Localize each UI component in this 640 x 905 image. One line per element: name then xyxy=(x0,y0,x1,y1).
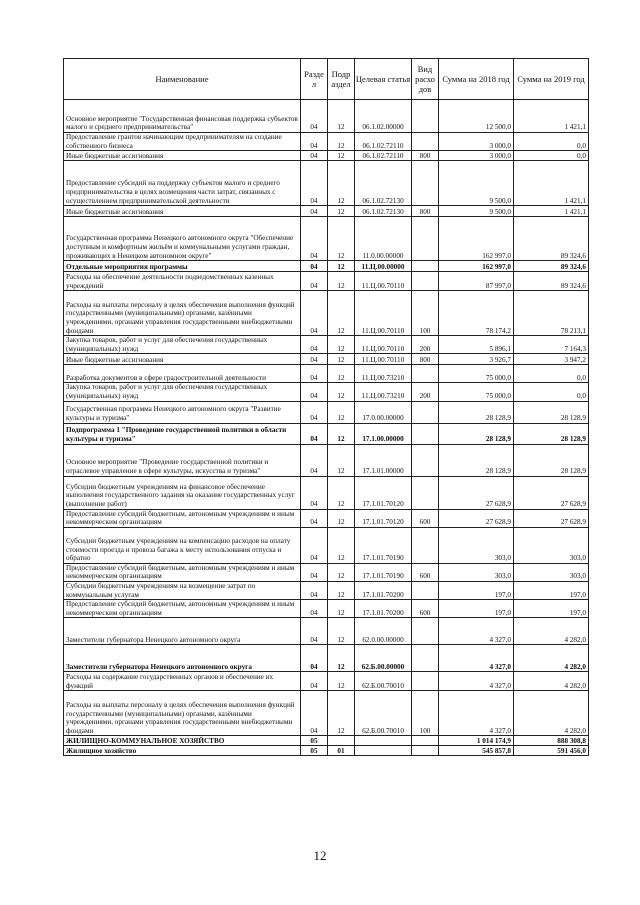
table-cell-target-article: 06.1.02.00000 xyxy=(355,100,412,133)
table-cell-name: Основное мероприятие "Проведение государственной политики и отраслевое управление в сфере культуры, искусства и туризма" xyxy=(64,444,301,476)
table-row xyxy=(64,354,589,365)
table-cell-section: 04 xyxy=(301,272,328,291)
table-cell-sum-2018: 1 014 174,9 xyxy=(439,736,514,746)
table-cell-section: 04 xyxy=(301,423,328,444)
table-cell-sum-2018: 303,0 xyxy=(439,563,514,581)
table-cell-subsection: 12 xyxy=(328,161,355,206)
table-cell-target-article: 17.1.01.70200 xyxy=(355,581,412,599)
table-cell-target-article: 11.0.00.00000 xyxy=(355,217,412,261)
table-cell-name: ЖИЛИЩНО-КОММУНАЛЬНОЕ ХОЗЯЙСТВО xyxy=(64,736,301,746)
table-cell-section: 04 xyxy=(301,161,328,206)
table-cell-section: 04 xyxy=(301,581,328,599)
table-cell-expense-type: 100 xyxy=(412,291,439,336)
header-subsection: Подр аздел xyxy=(328,59,355,100)
table-cell-target-article: 17.1.01.70120 xyxy=(355,476,412,509)
table-row xyxy=(64,336,589,354)
table-cell-sum-2019: 28 128,9 xyxy=(514,423,589,444)
table-cell-section: 04 xyxy=(301,336,328,354)
table-cell-sum-2018: 78 174,2 xyxy=(439,291,514,336)
table-cell-target-article: 06.1.02.72110 xyxy=(355,151,412,161)
table-row xyxy=(64,151,589,161)
table-cell-sum-2019: 303,0 xyxy=(514,563,589,581)
table-cell-target-article: 62.Б.00.70010 xyxy=(355,672,412,691)
table-cell-expense-type: 600 xyxy=(412,509,439,527)
table-cell-subsection: 12 xyxy=(328,383,355,401)
table-cell-subsection: 12 xyxy=(328,563,355,581)
table-cell-subsection: 12 xyxy=(328,261,355,272)
table-cell-section: 04 xyxy=(301,563,328,581)
table-row xyxy=(64,672,589,691)
table-cell-subsection: 12 xyxy=(328,206,355,217)
table-cell-section: 05 xyxy=(301,746,328,756)
table-cell-name: Подпрограмма 1 "Проведение государственной политики в области культуры и туризма" xyxy=(64,423,301,444)
table-cell-expense-type: 800 xyxy=(412,151,439,161)
table-cell-sum-2019: 0,0 xyxy=(514,151,589,161)
table-cell-subsection: 12 xyxy=(328,581,355,599)
table-cell-section: 04 xyxy=(301,133,328,151)
table-cell-target-article: 17.1.01.70120 xyxy=(355,509,412,527)
table-cell-sum-2018: 12 500,0 xyxy=(439,100,514,133)
table-cell-expense-type xyxy=(412,261,439,272)
table-header-row xyxy=(64,59,589,100)
table-cell-section: 05 xyxy=(301,736,328,746)
table-cell-sum-2018: 27 628,9 xyxy=(439,509,514,527)
table-cell-sum-2019: 0,0 xyxy=(514,133,589,151)
table-cell-subsection: 12 xyxy=(328,354,355,365)
table-cell-name: Предоставление субсидий бюджетным, автономным учреждениям и иным некоммерческим организациям xyxy=(64,600,301,618)
table-cell-sum-2018: 4 327,0 xyxy=(439,672,514,691)
table-row xyxy=(64,527,589,563)
table-cell-target-article: 17.1.01.70200 xyxy=(355,600,412,618)
table-cell-section: 04 xyxy=(301,444,328,476)
table-cell-expense-type: 200 xyxy=(412,383,439,401)
table-cell-subsection: 12 xyxy=(328,133,355,151)
table-cell-section: 04 xyxy=(301,365,328,383)
table-cell-sum-2018: 545 857,8 xyxy=(439,746,514,756)
table-cell-subsection: 12 xyxy=(328,444,355,476)
table-cell-sum-2018: 28 128,9 xyxy=(439,423,514,444)
table-cell-name: Иные бюджетные ассигнования xyxy=(64,151,301,161)
header-target-article: Целевая статья xyxy=(355,59,412,100)
table-cell-subsection xyxy=(328,736,355,746)
table-cell-expense-type xyxy=(412,133,439,151)
table-cell-subsection: 12 xyxy=(328,691,355,736)
table-cell-sum-2018: 162 997,0 xyxy=(439,217,514,261)
table-cell-expense-type xyxy=(412,217,439,261)
table-cell-section: 04 xyxy=(301,691,328,736)
table-cell-sum-2018: 197,0 xyxy=(439,581,514,599)
header-section: Разде л xyxy=(301,59,328,100)
table-cell-sum-2019: 89 324,6 xyxy=(514,272,589,291)
table-cell-target-article: 17.1.01.70190 xyxy=(355,527,412,563)
table-cell-expense-type xyxy=(412,272,439,291)
table-cell-target-article: 11.Ц.00.70110 xyxy=(355,291,412,336)
table-cell-target-article: 62.0.00.00000 xyxy=(355,618,412,645)
table-row xyxy=(64,645,589,672)
table-cell-section: 04 xyxy=(301,527,328,563)
page-number: 12 xyxy=(313,848,327,863)
table-cell-name: Разработка документов в сфере градостроительной деятельности xyxy=(64,365,301,383)
table-row xyxy=(64,600,589,618)
table-cell-expense-type xyxy=(412,746,439,756)
table-cell-name: Жилищное хозяйство xyxy=(64,746,301,756)
table-cell-subsection: 12 xyxy=(328,401,355,423)
table-cell-subsection: 12 xyxy=(328,365,355,383)
table-row xyxy=(64,444,589,476)
table-cell-target-article: 06.1.02.72110 xyxy=(355,133,412,151)
table-cell-expense-type xyxy=(412,476,439,509)
table-cell-sum-2018: 75 000,0 xyxy=(439,365,514,383)
table-cell-section: 04 xyxy=(301,645,328,672)
table-cell-target-article: 11.Ц.00.73210 xyxy=(355,365,412,383)
table-cell-subsection: 12 xyxy=(328,217,355,261)
table-row xyxy=(64,133,589,151)
table-cell-subsection: 12 xyxy=(328,509,355,527)
table-cell-expense-type: 200 xyxy=(412,336,439,354)
table-cell-name: Субсидии бюджетным учреждениям на компенсацию расходов на оплату стоимости проезда и провоза багажа к месту использования отпуска и обратно xyxy=(64,527,301,563)
table-cell-section: 04 xyxy=(301,509,328,527)
table-cell-name: Иные бюджетные ассигнования xyxy=(64,206,301,217)
table-row xyxy=(64,272,589,291)
table-cell-sum-2018: 4 327,0 xyxy=(439,645,514,672)
table-cell-target-article: 11.Ц.00.73210 xyxy=(355,383,412,401)
table-cell-sum-2019: 1 421,1 xyxy=(514,206,589,217)
table-row xyxy=(64,217,589,261)
table-cell-target-article xyxy=(355,736,412,746)
table-body xyxy=(64,100,589,756)
table-cell-expense-type: 800 xyxy=(412,354,439,365)
table-cell-target-article: 11.Ц.00.00000 xyxy=(355,261,412,272)
table-cell-expense-type xyxy=(412,581,439,599)
table-cell-sum-2018: 28 128,9 xyxy=(439,444,514,476)
table-cell-name: Закупка товаров, работ и услуг для обеспечения государственных (муниципальных) нужд xyxy=(64,336,301,354)
table-cell-target-article: 17.1.00.00000 xyxy=(355,423,412,444)
table-cell-name: Предоставление субсидий бюджетным, автономным учреждениям и иным некоммерческим организациям xyxy=(64,509,301,527)
table-row xyxy=(64,691,589,736)
table-cell-sum-2018: 27 628,9 xyxy=(439,476,514,509)
table-cell-sum-2019: 591 456,0 xyxy=(514,746,589,756)
header-expense-type: Вид расхо дов xyxy=(412,59,439,100)
table-cell-sum-2018: 9 500,0 xyxy=(439,161,514,206)
table-cell-sum-2018: 162 997,0 xyxy=(439,261,514,272)
table-cell-subsection: 12 xyxy=(328,100,355,133)
table-cell-sum-2019: 7 164,3 xyxy=(514,336,589,354)
table-cell-section: 04 xyxy=(301,383,328,401)
table-cell-section: 04 xyxy=(301,600,328,618)
table-cell-name: Субсидии бюджетным учреждениям на финансовое обеспечение выполнения государственного задания на оказание государственных услуг (выполнение работ) xyxy=(64,476,301,509)
table-cell-expense-type: 100 xyxy=(412,691,439,736)
table-cell-sum-2018: 75 000,0 xyxy=(439,383,514,401)
table-cell-subsection: 01 xyxy=(328,746,355,756)
table-cell-expense-type xyxy=(412,365,439,383)
table-cell-section: 04 xyxy=(301,354,328,365)
table-cell-sum-2018: 87 997,0 xyxy=(439,272,514,291)
table-cell-sum-2019: 4 282,0 xyxy=(514,645,589,672)
table-cell-name: Предоставление грантов начинающим предпринимателям на создание собственного бизнеса xyxy=(64,133,301,151)
table-cell-subsection: 12 xyxy=(328,672,355,691)
table-cell-sum-2019: 0,0 xyxy=(514,383,589,401)
table-cell-sum-2018: 28 128,9 xyxy=(439,401,514,423)
table-cell-target-article: 62.Б.00.00000 xyxy=(355,645,412,672)
table-cell-name: Расходы на выплаты персоналу в целях обеспечения выполнения функций государственными (муниципальными) органами, казёнными учреждениями, органами управления государственными внебюджетными фондами xyxy=(64,291,301,336)
table-row xyxy=(64,423,589,444)
header-sum-2018: Сумма на 2018 год xyxy=(439,59,514,100)
table-cell-sum-2018: 4 327,0 xyxy=(439,691,514,736)
table-row xyxy=(64,291,589,336)
table-cell-name: Заместители губернатора Ненецкого автономного округа xyxy=(64,645,301,672)
table-cell-name: Предоставление субсидий бюджетным, автономным учреждениям и иным некоммерческим организациям xyxy=(64,563,301,581)
table-cell-subsection: 12 xyxy=(328,645,355,672)
table-cell-sum-2018: 5 896,1 xyxy=(439,336,514,354)
table-cell-target-article: 06.1.02.72130 xyxy=(355,161,412,206)
table-cell-sum-2019: 28 128,9 xyxy=(514,444,589,476)
table-cell-name: Государственная программа Ненецкого автономного округа "Развитие культуры и туризма" xyxy=(64,401,301,423)
table-cell-sum-2018: 3 926,7 xyxy=(439,354,514,365)
table-cell-subsection: 12 xyxy=(328,476,355,509)
table-row xyxy=(64,476,589,509)
table-cell-name: Расходы на выплаты персоналу в целях обеспечения выполнения функций государственными (муниципальными) органами, казёнными учреждениями, органами управления государственными внебюджетными фондами xyxy=(64,691,301,736)
table-cell-name: Государственная программа Ненецкого автономного округа "Обеспечение доступным и комфортным жильём и коммунальными услугами граждан, проживающих в Ненецком автономном округе" xyxy=(64,217,301,261)
table-cell-expense-type xyxy=(412,161,439,206)
table-row xyxy=(64,365,589,383)
table-row xyxy=(64,509,589,527)
table-cell-section: 04 xyxy=(301,217,328,261)
table-cell-name: Иные бюджетные ассигнования xyxy=(64,354,301,365)
table-cell-sum-2018: 4 327,0 xyxy=(439,618,514,645)
table-row xyxy=(64,383,589,401)
table-cell-subsection: 12 xyxy=(328,618,355,645)
table-cell-sum-2018: 3 000,0 xyxy=(439,151,514,161)
table-cell-sum-2019: 89 324,6 xyxy=(514,217,589,261)
table-cell-expense-type: 800 xyxy=(412,206,439,217)
table-cell-expense-type xyxy=(412,527,439,563)
table-row xyxy=(64,161,589,206)
table-cell-name: Закупка товаров, работ и услуг для обеспечения государственных (муниципальных) нужд xyxy=(64,383,301,401)
table-cell-target-article: 62.Б.00.70010 xyxy=(355,691,412,736)
table-cell-section: 04 xyxy=(301,401,328,423)
table-cell-sum-2019: 27 628,9 xyxy=(514,509,589,527)
table-cell-sum-2019: 4 282,0 xyxy=(514,672,589,691)
table-cell-sum-2019: 1 421,1 xyxy=(514,161,589,206)
table-cell-sum-2018: 9 500,0 xyxy=(439,206,514,217)
table-row xyxy=(64,563,589,581)
table-cell-sum-2018: 303,0 xyxy=(439,527,514,563)
table-cell-target-article: 11.Ц.00.70110 xyxy=(355,336,412,354)
table-cell-expense-type xyxy=(412,423,439,444)
table-cell-section: 04 xyxy=(301,291,328,336)
table-cell-section: 04 xyxy=(301,100,328,133)
table-cell-expense-type xyxy=(412,618,439,645)
table-cell-section: 04 xyxy=(301,618,328,645)
budget-table xyxy=(63,58,589,756)
header-name: Наименование xyxy=(64,59,301,100)
table-cell-sum-2019: 1 421,1 xyxy=(514,100,589,133)
table-cell-name: Основное мероприятие "Государственная финансовая поддержка субъектов малого и среднего предпринимательства" xyxy=(64,100,301,133)
table-row xyxy=(64,618,589,645)
table-row xyxy=(64,746,589,756)
table-cell-sum-2019: 0,0 xyxy=(514,365,589,383)
table-cell-expense-type: 600 xyxy=(412,600,439,618)
table-cell-target-article xyxy=(355,746,412,756)
table-cell-expense-type xyxy=(412,672,439,691)
table-cell-subsection: 12 xyxy=(328,527,355,563)
table-row xyxy=(64,401,589,423)
table-cell-subsection: 12 xyxy=(328,151,355,161)
table-cell-target-article: 17.0.00.00000 xyxy=(355,401,412,423)
table-cell-subsection: 12 xyxy=(328,336,355,354)
table-cell-target-article: 06.1.02.72130 xyxy=(355,206,412,217)
table-cell-name: Субсидии бюджетным учреждениям на возмещение затрат по коммунальным услугам xyxy=(64,581,301,599)
table-cell-sum-2019: 27 628,9 xyxy=(514,476,589,509)
table-cell-sum-2019: 3 947,2 xyxy=(514,354,589,365)
table-cell-target-article: 11.Ц.00.70110 xyxy=(355,272,412,291)
table-cell-section: 04 xyxy=(301,261,328,272)
table-cell-sum-2019: 28 128,9 xyxy=(514,401,589,423)
table-row xyxy=(64,581,589,599)
table-cell-section: 04 xyxy=(301,206,328,217)
table-cell-name: Отдельные мероприятия программы xyxy=(64,261,301,272)
table-cell-sum-2019: 303,0 xyxy=(514,527,589,563)
table-cell-sum-2018: 197,0 xyxy=(439,600,514,618)
table-cell-name: Расходы на содержание государственных органов и обеспечение их функций xyxy=(64,672,301,691)
table-row xyxy=(64,100,589,133)
table-cell-expense-type xyxy=(412,100,439,133)
table-row xyxy=(64,736,589,746)
table-cell-sum-2019: 197,0 xyxy=(514,581,589,599)
table-cell-subsection: 12 xyxy=(328,600,355,618)
table-cell-expense-type xyxy=(412,736,439,746)
table-cell-subsection: 12 xyxy=(328,272,355,291)
table-cell-target-article: 17.1.01.70190 xyxy=(355,563,412,581)
table-cell-target-article: 17.1.01.00000 xyxy=(355,444,412,476)
table-cell-sum-2019: 197,0 xyxy=(514,600,589,618)
table-cell-sum-2019: 888 308,8 xyxy=(514,736,589,746)
table-cell-subsection: 12 xyxy=(328,291,355,336)
table-cell-target-article: 11.Ц.00.70110 xyxy=(355,354,412,365)
table-row xyxy=(64,261,589,272)
table-cell-name: Заместители губернатора Ненецкого автономного округа xyxy=(64,618,301,645)
table-cell-section: 04 xyxy=(301,672,328,691)
table-cell-sum-2019: 78 213,1 xyxy=(514,291,589,336)
table-cell-expense-type xyxy=(412,444,439,476)
table-cell-name: Расходы на обеспечение деятельности подведомственных казенных учреждений xyxy=(64,272,301,291)
table-cell-expense-type: 600 xyxy=(412,563,439,581)
table-cell-section: 04 xyxy=(301,476,328,509)
table-cell-name: Предоставление субсидий на поддержку субъектов малого и среднего предпринимательства в целях возмещения части затрат, связанных с осуществлением предпринимательской деятельности xyxy=(64,161,301,206)
table-row xyxy=(64,206,589,217)
table-cell-section: 04 xyxy=(301,151,328,161)
table-cell-sum-2019: 89 324,6 xyxy=(514,261,589,272)
header-sum-2019: Сумма на 2019 год xyxy=(514,59,589,100)
table-cell-expense-type xyxy=(412,401,439,423)
table-cell-expense-type xyxy=(412,645,439,672)
table-cell-sum-2018: 3 000,0 xyxy=(439,133,514,151)
table-cell-subsection: 12 xyxy=(328,423,355,444)
table-cell-sum-2019: 4 282,0 xyxy=(514,618,589,645)
table-cell-sum-2019: 4 282,0 xyxy=(514,691,589,736)
